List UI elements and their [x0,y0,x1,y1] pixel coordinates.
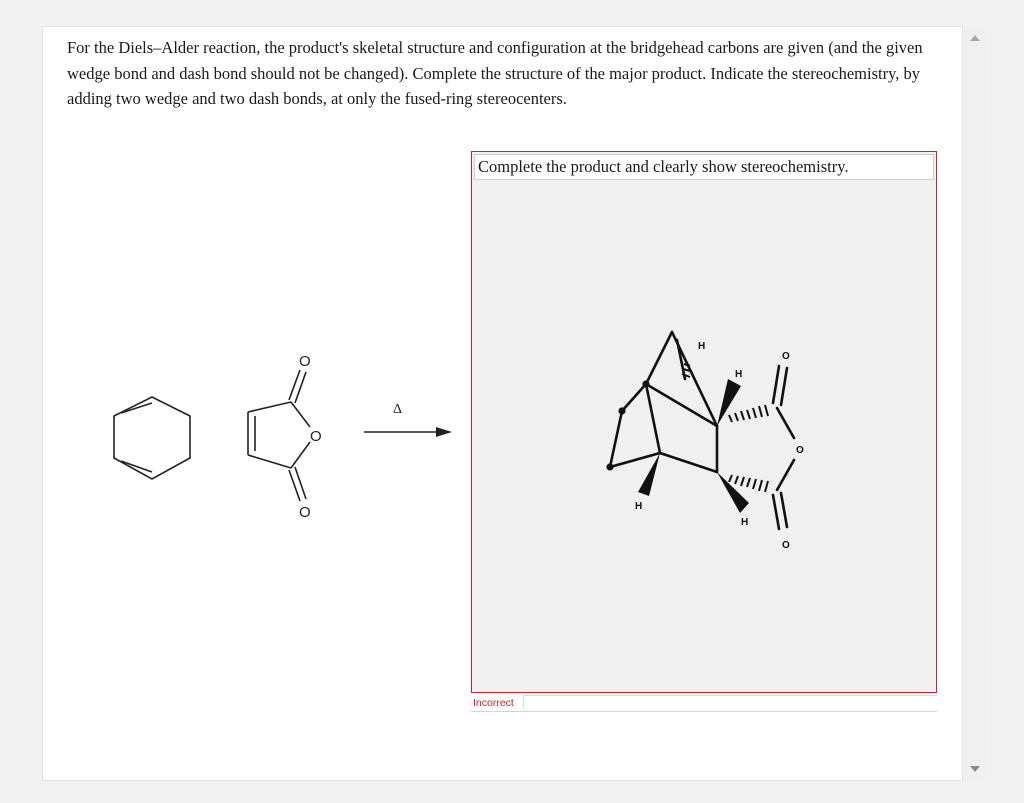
added-dash-bond-top[interactable] [729,405,768,422]
atom-label-o-top: O [782,351,790,362]
answer-status-bar [471,694,937,712]
canvas-instructions: Complete the product and clearly show stereochemistry. [474,154,934,180]
heat-symbol: Δ [393,402,403,417]
scroll-up-arrow-icon[interactable] [970,35,980,41]
status-incorrect: Incorrect [473,697,514,709]
maleic-anhydride [248,370,310,501]
carbonyl-oxygen-bottom: O [299,504,311,521]
atom-label-o-bottom: O [782,540,790,551]
product-structure[interactable] [596,324,826,564]
atom-label-o-ring: O [796,445,804,456]
carbonyl-oxygen-top: O [299,353,311,370]
scroll-down-arrow-icon[interactable] [970,766,980,772]
drawing-canvas[interactable] [471,151,937,693]
ring-oxygen: O [310,428,322,445]
status-divider [523,695,937,710]
reaction-scheme [100,345,460,525]
atom-label-h-top: H [735,369,743,380]
atom-label-h-bottom-right: H [741,517,749,528]
atom-label-h-bridge: H [698,341,706,352]
vertical-scrollbar[interactable] [962,26,987,781]
reaction-arrow [364,427,452,437]
question-prompt: For the Diels–Alder reaction, the product's skeletal structure and configuration at the bridgehead carbons are given (and the given wedge bond and dash bond should not be changed). Complete the structure of the major product. Indicate the stereochemistry, by adding two wedge and two dash bonds, at only the fused-ring stereocenters. [67,38,923,108]
cyclohexadiene [114,397,190,479]
atom-label-h-bottom-left: H [635,501,643,512]
